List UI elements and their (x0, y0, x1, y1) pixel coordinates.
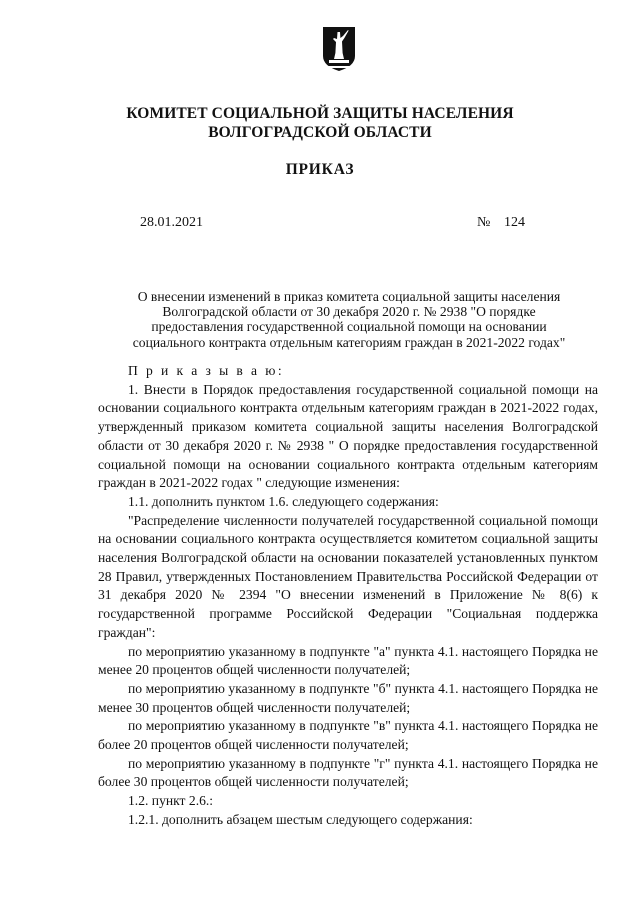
document-number-sign: № (477, 215, 491, 230)
paragraph-item-1-2-1: 1.2.1. дополнить абзацем шестым следующего содержания: (128, 811, 473, 827)
document-subject (100, 289, 598, 350)
paragraph-subitem-v: по мероприятию указанному в подпункте "в" пункта 4.1. настоящего Порядка не более 20 процентов общей численности получателей; (98, 718, 598, 753)
document-type-title: ПРИКАЗ (285, 161, 355, 178)
subject-line-2: Волгоградской области от 30 декабря 2020 г. № 2938 "О порядке (162, 304, 536, 320)
document-number: 124 (504, 215, 525, 230)
paragraph-item-1-2: 1.2. пункт 2.6.: (128, 793, 214, 809)
document-body (98, 362, 598, 830)
subject-line-1: О внесении изменений в приказ комитета социальной защиты населения (137, 289, 561, 304)
volgograd-coat-of-arms-icon (322, 26, 356, 72)
organization-name-line-2: ВОЛГОГРАДСКОЙ ОБЛАСТИ (208, 124, 432, 141)
document-date: 28.01.2021 (140, 215, 203, 230)
paragraph-subitem-b: по мероприятию указанному в подпункте "б" пункта 4.1. настоящего Порядка не менее 30 процентов общей численности получателей; (98, 680, 598, 715)
paragraph-distribution: "Распределение численности получателей государственной социальной помощи на основании социального контракта осуществляется комитетом социальной защиты населения Волгоградской области на основании показателей установленных пунктом 28 Правил, утвержденных Постановлением Правительства Российской Федерации от 31 декабря 2020 № 2394 "О внесении изменений в Приложение № 8(6) к государственной программе Российской Федерации "Социальная поддержка граждан": (98, 512, 598, 640)
organization-name-line-1: КОМИТЕТ СОЦИАЛЬНОЙ ЗАЩИТЫ НАСЕЛЕНИЯ (126, 105, 514, 122)
paragraph-subitem-a: по мероприятию указанному в подпункте "а" пункта 4.1. настоящего Порядка не менее 20 процентов общей численности получателей; (98, 643, 598, 678)
paragraph-item-1-1: 1.1. дополнить пунктом 1.6. следующего содержания: (128, 493, 439, 509)
subject-line-3: предоставления государственной социальной помощи на основании (151, 319, 547, 335)
paragraph-subitem-g: по мероприятию указанному в подпункте "г" пункта 4.1. настоящего Порядка не более 30 процентов общей численности получателей; (98, 755, 598, 790)
subject-line-4: социального контракта отдельным категориям граждан в 2021-2022 годах" (132, 334, 566, 350)
order-word: П р и к а з ы в а ю: (128, 363, 284, 378)
paragraph-item-1: 1. Внести в Порядок предоставления государственной социальной помощи на основании социального контракта отдельным категориям граждан в 2021-2022 годах, утвержденный приказом комитета социальной защиты населения Волгоградской области от 30 декабря 2020 г. № 2938 " О порядке предоставления государственной социальной помощи на основании социального контракта отдельным категориям граждан в 2021-2022 годах " следующие изменения: (98, 381, 598, 491)
coat-of-arms-emblem (322, 26, 356, 72)
